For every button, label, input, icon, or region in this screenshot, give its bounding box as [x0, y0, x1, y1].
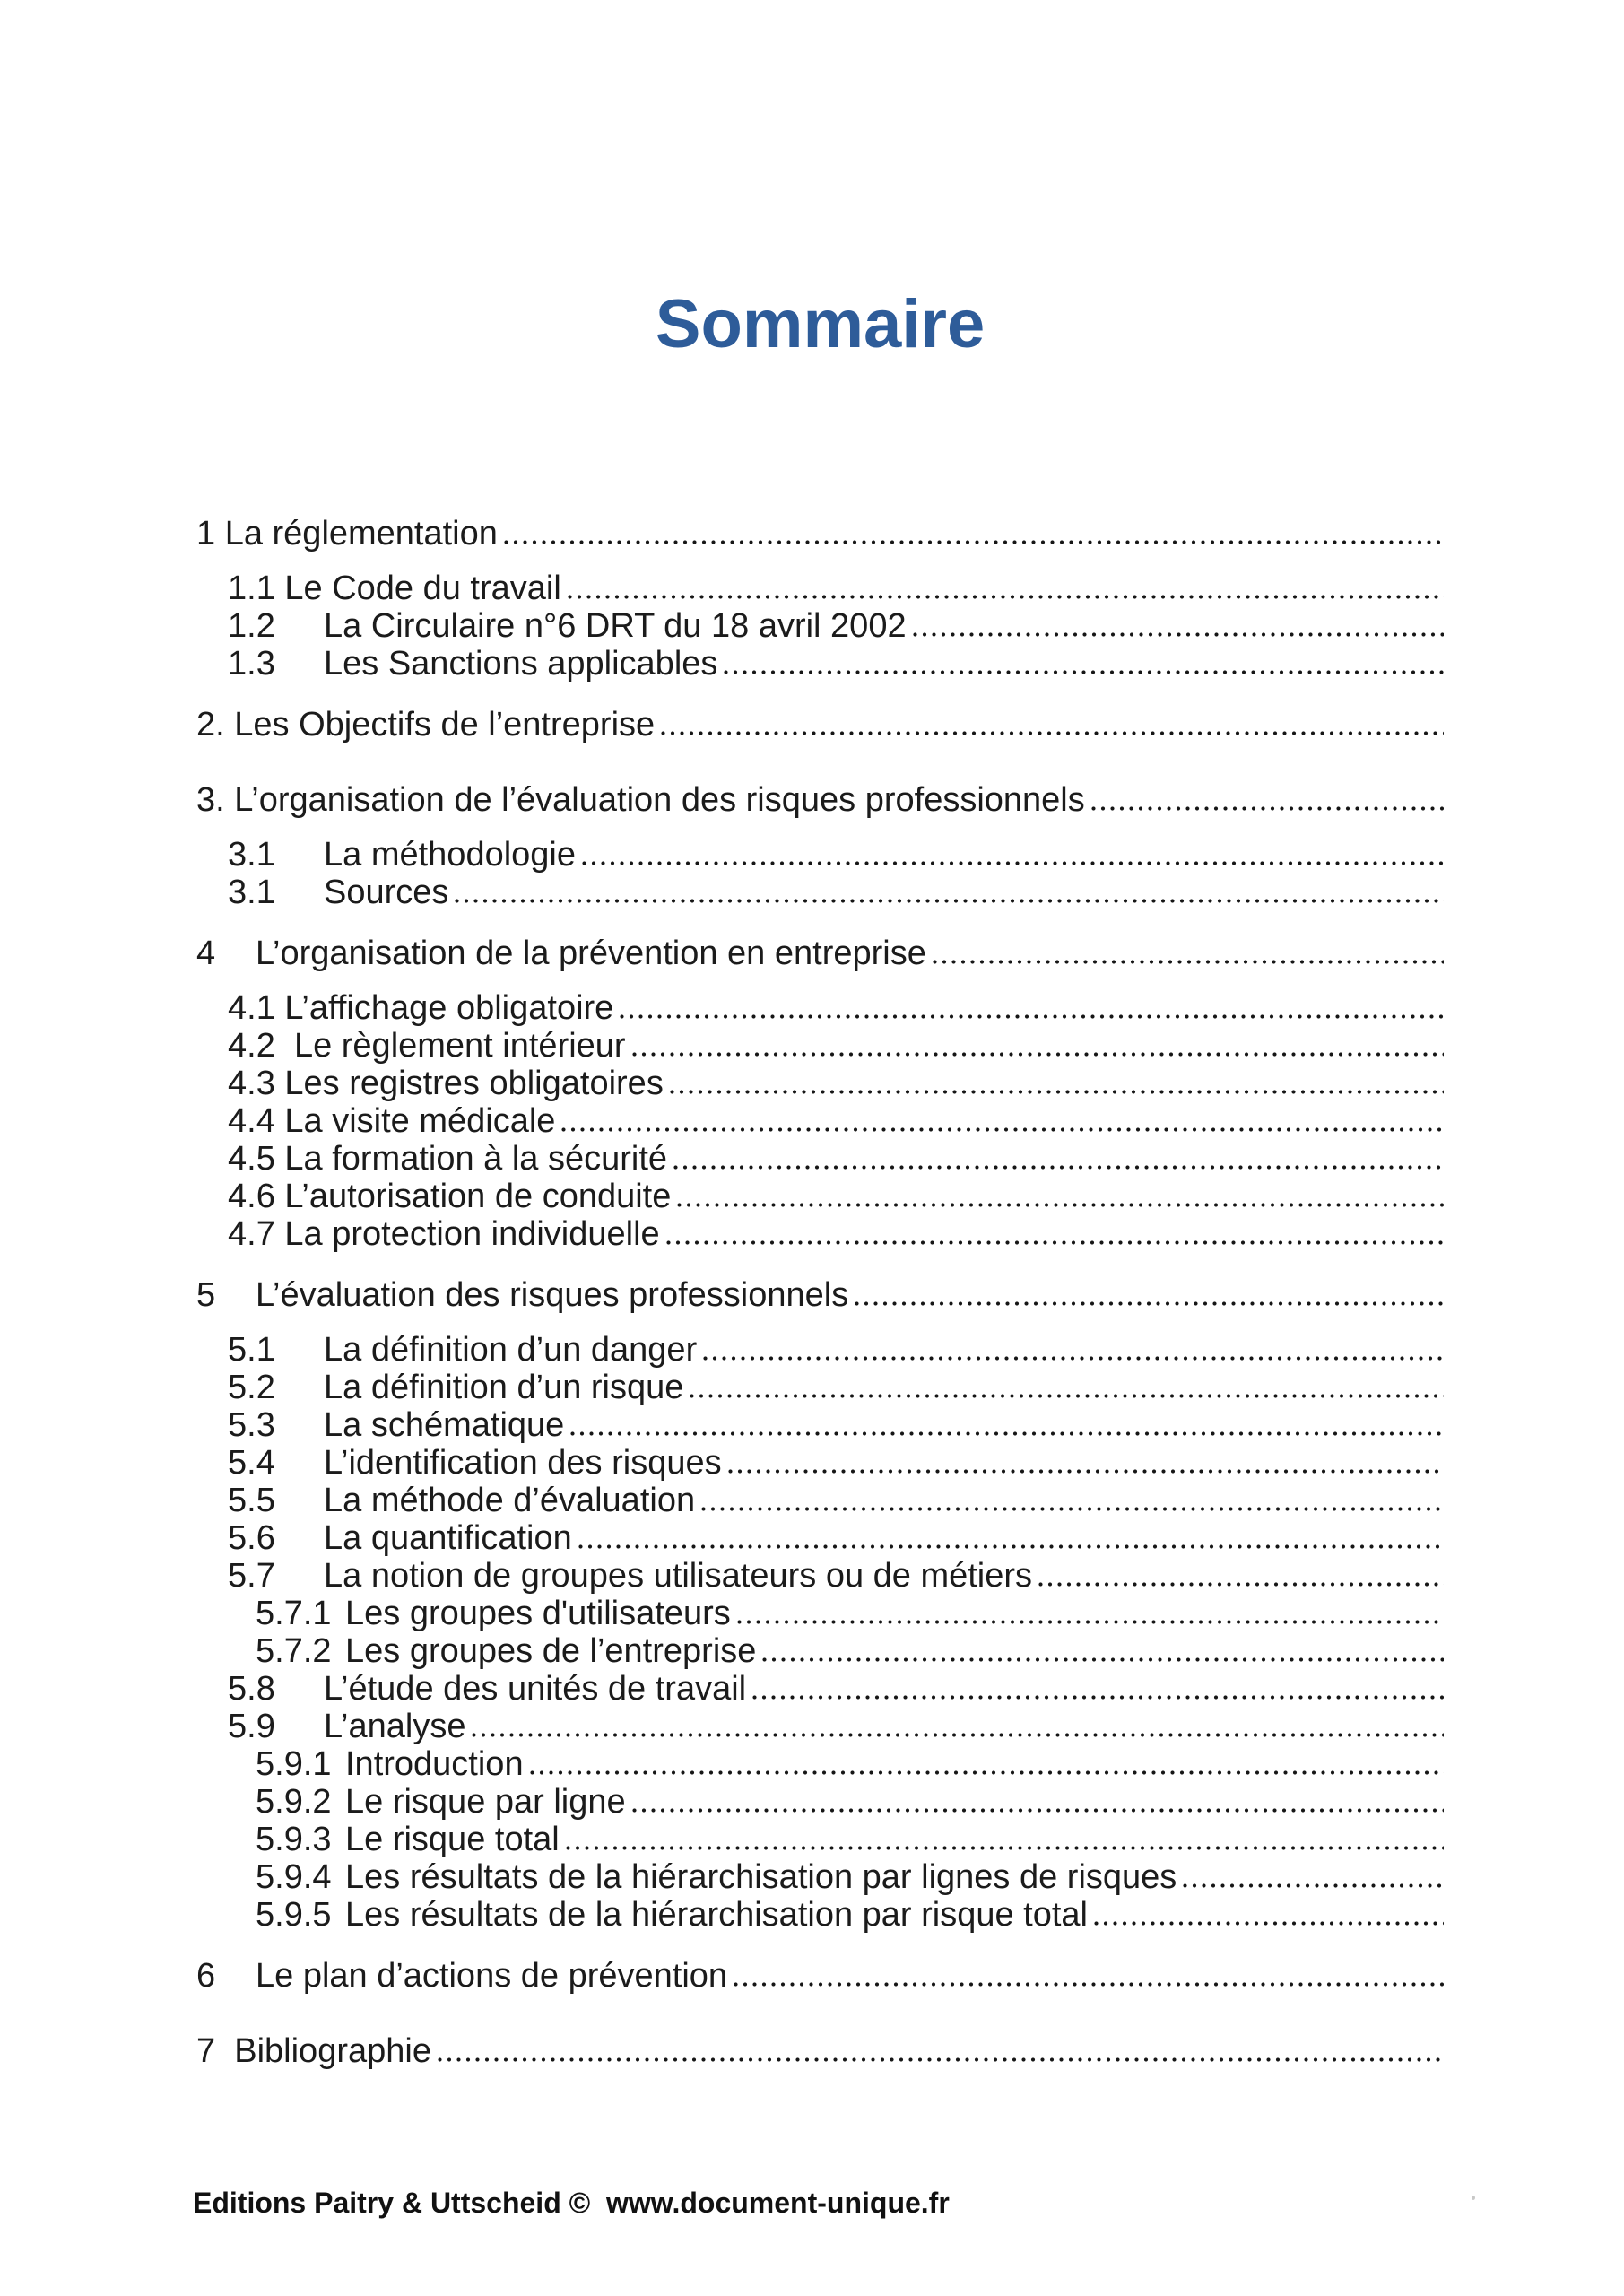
toc-entry-number: 5.7.2: [256, 1632, 332, 1670]
toc-entry-label: Les résultats de la hiérarchisation par risque total: [345, 1896, 1089, 1934]
scan-speck: [1472, 2196, 1475, 2200]
toc-entry: [0, 1595, 1624, 1632]
footer-text: Editions Paitry & Uttscheid © www.document-unique.fr: [193, 2187, 950, 2219]
toc-entry-label: La définition d’un risque: [324, 1369, 684, 1406]
toc-entry: [0, 1821, 1624, 1858]
toc-entry: [0, 1331, 1624, 1369]
toc-entry-number: 6: [196, 1957, 216, 1995]
dotted-leader: [762, 1657, 1444, 1662]
toc-entry-number: 5.9.2: [256, 1783, 332, 1821]
toc-entry-label: La méthode d’évaluation: [324, 1482, 696, 1519]
toc-entry-label: 4.4 La visite médicale: [228, 1102, 556, 1140]
toc-entry: [0, 1444, 1624, 1482]
dotted-leader: [724, 670, 1444, 674]
dotted-leader: [701, 1507, 1444, 1511]
toc-entry-number: 5.6: [228, 1519, 275, 1557]
toc-entry-number: 5.9: [228, 1708, 275, 1745]
page-title: Sommaire: [655, 286, 986, 362]
toc-entry: [0, 1670, 1624, 1708]
toc-entry: [0, 1215, 1624, 1253]
dotted-leader: [455, 899, 1444, 903]
dotted-leader: [632, 1052, 1444, 1057]
toc-entry-number: 5: [196, 1276, 216, 1314]
dotted-leader: [582, 861, 1444, 865]
toc-entry-number: 3.1: [228, 874, 275, 911]
dotted-leader: [1094, 1921, 1444, 1926]
dotted-leader: [661, 731, 1444, 735]
toc-entry-number: 5.9.1: [256, 1745, 332, 1783]
toc-entry: [0, 1406, 1624, 1444]
toc-entry: [0, 1745, 1624, 1783]
dotted-leader: [670, 1090, 1444, 1094]
toc-entry-number: 5.4: [228, 1444, 275, 1482]
dotted-leader: [472, 1733, 1444, 1737]
toc-entry-number: 5.7.1: [256, 1595, 332, 1632]
dotted-leader: [632, 1808, 1444, 1813]
toc-entry-label: La quantification: [324, 1519, 572, 1557]
toc-entry-label: 4.6 L’autorisation de conduite: [228, 1178, 672, 1215]
toc-entry: [0, 836, 1624, 874]
toc-entry: [0, 1632, 1624, 1670]
toc-entry-label: 4.7 La protection individuelle: [228, 1215, 660, 1253]
toc-entry-label: 4.2 Le règlement intérieur: [228, 1027, 626, 1065]
dotted-leader: [933, 960, 1444, 964]
toc-entry-number: 5.1: [228, 1331, 275, 1369]
dotted-leader: [530, 1770, 1444, 1775]
toc-entry: [0, 1178, 1624, 1215]
toc-entry-label: 2. Les Objectifs de l’entreprise: [196, 706, 656, 744]
toc-entry: [0, 1027, 1624, 1065]
toc-entry: [0, 1482, 1624, 1519]
toc-entry-label: La Circulaire n°6 DRT du 18 avril 2002: [324, 607, 907, 645]
toc-entry-label: La schématique: [324, 1406, 565, 1444]
dotted-leader: [561, 1127, 1444, 1132]
toc-entry-label: Introduction: [345, 1745, 524, 1783]
toc-entry-number: 5.8: [228, 1670, 275, 1708]
dotted-leader: [438, 2057, 1444, 2062]
dotted-leader: [578, 1544, 1444, 1549]
toc-entry: [0, 1896, 1624, 1934]
toc-entry-number: 1.3: [228, 645, 275, 683]
dotted-leader: [568, 595, 1444, 599]
dotted-leader: [734, 1982, 1444, 1987]
dotted-leader: [737, 1620, 1444, 1624]
toc-entry-label: 1.1 Le Code du travail: [228, 570, 561, 607]
toc-entry-label: Les groupes de l’entreprise: [345, 1632, 757, 1670]
dotted-leader: [666, 1240, 1444, 1245]
toc-entry-number: 5.7: [228, 1557, 275, 1595]
toc-entry: [0, 1708, 1624, 1745]
dotted-leader: [566, 1846, 1444, 1850]
toc-entry: [0, 645, 1624, 683]
dotted-leader: [913, 632, 1444, 637]
toc-entry-label: La définition d’un danger: [324, 1331, 698, 1369]
dotted-leader: [703, 1356, 1444, 1361]
toc-entry-label: Le risque par ligne: [345, 1783, 626, 1821]
toc-entry-label: Les résultats de la hiérarchisation par lignes de risques: [345, 1858, 1177, 1896]
toc-entry-label: 3. L’organisation de l’évaluation des risques professionnels: [196, 781, 1085, 819]
toc-entry: [0, 781, 1624, 819]
toc-entry-label: L’identification des risques: [324, 1444, 722, 1482]
toc-entry: [0, 1140, 1624, 1178]
toc-entry: [0, 706, 1624, 744]
toc-entry: [0, 1557, 1624, 1595]
dotted-leader: [620, 1014, 1444, 1019]
toc-entry-label: 4.5 La formation à la sécurité: [228, 1140, 668, 1178]
dotted-leader: [570, 1431, 1444, 1436]
toc-entry-label: L’étude des unités de travail: [324, 1670, 747, 1708]
toc-entry-label: Le risque total: [345, 1821, 560, 1858]
toc-entry-number: 3.1: [228, 836, 275, 874]
toc-entry: [0, 1858, 1624, 1896]
toc-entry: [0, 874, 1624, 911]
toc-entry-number: 5.9.3: [256, 1821, 332, 1858]
toc-entry: [0, 989, 1624, 1027]
toc-entry-number: 5.3: [228, 1406, 275, 1444]
toc-entry: [0, 2032, 1624, 2070]
toc-entry-label: L’évaluation des risques professionnels: [256, 1276, 849, 1314]
toc-entry-number: 4: [196, 935, 216, 972]
toc-entry: [0, 515, 1624, 552]
toc-entry-label: Les Sanctions applicables: [324, 645, 718, 683]
toc-entry: [0, 607, 1624, 645]
toc-entry-label: 4.3 Les registres obligatoires: [228, 1065, 664, 1102]
toc-entry: [0, 1369, 1624, 1406]
dotted-leader: [1091, 806, 1444, 811]
toc-entry: [0, 1519, 1624, 1557]
toc-entry-label: 4.1 L’affichage obligatoire: [228, 989, 614, 1027]
toc-entry-label: 1 La réglementation: [196, 515, 498, 552]
toc-entry: [0, 1065, 1624, 1102]
toc-entry-label: Les groupes d'utilisateurs: [345, 1595, 731, 1632]
toc: [0, 515, 1624, 2070]
toc-entry-number: 5.5: [228, 1482, 275, 1519]
toc-entry: [0, 935, 1624, 972]
toc-entry: [0, 1276, 1624, 1314]
dotted-leader: [752, 1695, 1444, 1700]
toc-entry-label: L’organisation de la prévention en entreprise: [256, 935, 926, 972]
toc-entry-label: L’analyse: [324, 1708, 466, 1745]
toc-entry-label: La méthodologie: [324, 836, 576, 874]
dotted-leader: [728, 1469, 1444, 1474]
toc-entry: [0, 570, 1624, 607]
toc-entry: [0, 1783, 1624, 1821]
dotted-leader: [1183, 1883, 1444, 1888]
dotted-leader: [1038, 1582, 1444, 1587]
toc-entry-label: La notion de groupes utilisateurs ou de métiers: [324, 1557, 1033, 1595]
toc-entry-label: Sources: [324, 874, 449, 911]
dotted-leader: [855, 1301, 1444, 1306]
toc-entry-number: 1.2: [228, 607, 275, 645]
toc-entry-label: 7 Bibliographie: [196, 2032, 431, 2070]
toc-entry-label: Le plan d’actions de prévention: [256, 1957, 728, 1995]
toc-entry-number: 5.9.4: [256, 1858, 332, 1896]
toc-entry: [0, 1102, 1624, 1140]
dotted-leader: [690, 1394, 1444, 1398]
toc-entry-number: 5.9.5: [256, 1896, 332, 1934]
toc-entry-number: 5.2: [228, 1369, 275, 1406]
dotted-leader: [673, 1165, 1444, 1170]
dotted-leader: [677, 1203, 1444, 1207]
toc-entry: [0, 1957, 1624, 1995]
dotted-leader: [504, 540, 1444, 544]
